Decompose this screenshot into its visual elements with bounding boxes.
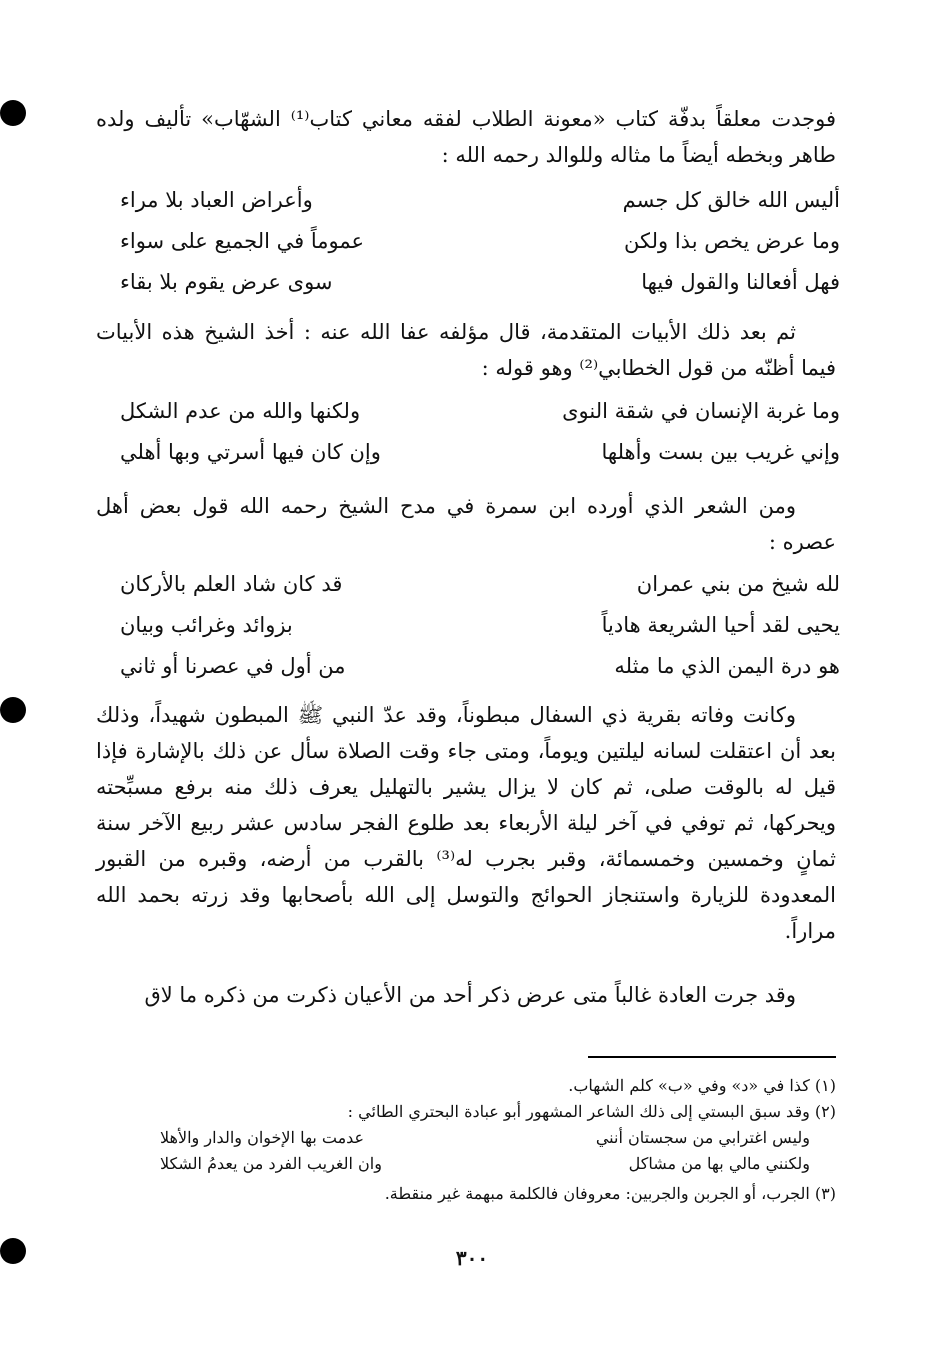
second-hemistich: بزوائد وغرائب وبيان — [120, 613, 293, 637]
verse-line — [120, 654, 840, 695]
second-hemistich: وان الغريب الفرد من يعدمُ الشكلا — [160, 1154, 382, 1173]
binding-hole — [0, 697, 26, 723]
second-hemistich: سوى عرض يقوم بلا بقاء — [120, 270, 333, 294]
second-hemistich: وإن كان فيها أسرتي وبها أهلي — [120, 440, 381, 464]
verse-line — [120, 613, 840, 654]
first-hemistich: ولكنني مالي بها من مشاكل — [628, 1154, 810, 1173]
verse-line — [120, 188, 840, 229]
paragraph: ومن الشعر الذي أورده ابن سمرة في مدح الشيخ رحمه الله قول بعض أهل عصره : — [96, 494, 836, 554]
verse-line — [160, 1128, 810, 1154]
verse-line — [120, 229, 840, 270]
verse-line — [120, 399, 840, 440]
verse-line — [120, 440, 840, 481]
paragraph: فوجدت معلقاً بدفّة كتاب «معونة الطلاب لفقه معاني كتاب⁽¹⁾ الشهّاب» تأليف ولده طاهر وبخطه أيضاً ما مثاله وللوالد رحمه الله : — [96, 107, 836, 167]
second-hemistich: ولكنها والله من عدم الشكل — [120, 399, 361, 423]
poem-block — [120, 399, 840, 481]
first-hemistich: لله شيخ من بني عمران — [636, 572, 840, 596]
second-hemistich: عموماً في الجميع على سواء — [120, 229, 364, 253]
second-hemistich: من أول في عصرنا أو ثاني — [120, 654, 346, 678]
page-number: ٣٠٠ — [455, 1246, 489, 1270]
first-hemistich: وما غربة الإنسان في شقة النوى — [562, 399, 840, 423]
poem-block — [120, 572, 840, 695]
first-hemistich: أليس الله خالق كل جسم — [622, 188, 840, 212]
footnote — [140, 1073, 836, 1125]
first-hemistich: وإني غريب بين بست وأهلها — [601, 440, 840, 464]
footnote-separator — [588, 1056, 836, 1058]
poem-block — [120, 188, 840, 311]
footnote-2: (٢) وقد سبق البستي إلى ذلك الشاعر المشهور أبو عبادة البحتري الطائي : — [347, 1102, 836, 1121]
first-hemistich: فهل أفعالنا والقول فيها — [641, 270, 840, 294]
first-hemistich: وما عرض يخص بذا ولكن — [624, 229, 840, 253]
paragraph: وقد جرت العادة غالباً متى عرض ذكر أحد من الأعيان ذكرت من ذكره ما لاق — [144, 983, 796, 1007]
footnote-1: (١) كذا في «د» وفي «ب» كلم الشهاب. — [568, 1076, 836, 1095]
footnote-poem — [160, 1128, 810, 1180]
paragraph: وكانت وفاته بقرية ذي السفال مبطوناً، وقد عدّ النبي ﷺ المبطون شهيداً، وذلك بعد أن اعتقلت لسانه ليلتين ويوماً، ومتى جاء وقت الصلاة سأل عن ذلك بالإشارة فإذا قيل له بالوقت صلى، ثم كان لا يزال يشير بالتهليل يعرف ذلك منه برفع مسبِّحته ويحركها، ثم توفي في آخر ليلة الأربعاء بعد طلوع الفجر سادس عشر ربيع الآخر سنة ثمانٍ وخمسين وخمسمائة، وقبر بجرب له⁽³⁾ بالقرب من أرضه، وقبره من القبور المعدودة للزيارة واستنجاز الحوائج والتوسل إلى الله بأصحابها وقد زرته بحمد الله مراراً. — [96, 703, 836, 943]
binding-hole — [0, 100, 26, 126]
verse-line — [120, 572, 840, 613]
verse-line — [120, 270, 840, 311]
first-hemistich: وليس اغترابي من سجستان أنني — [595, 1128, 810, 1147]
footnote — [140, 1181, 836, 1207]
first-hemistich: هو درة اليمن الذي ما مثله — [614, 654, 840, 678]
second-hemistich: قد كان شاد العلم بالأركان — [120, 572, 343, 596]
second-hemistich: عدمت بها الإخوان والدار والأهلا — [160, 1128, 365, 1147]
paragraph: ثم بعد ذلك الأبيات المتقدمة، قال مؤلفه عفا الله عنه : أخذ الشيخ هذه الأبيات فيما أظنّه من قول الخطابي⁽²⁾ وهو قوله : — [96, 320, 836, 380]
footnote-3: (٣) الجرب، أو الجربن والجربين: معروفان فالكلمة مبهمة غير منقطة. — [384, 1184, 836, 1203]
first-hemistich: يحيى لقد أحيا الشريعة هادياً — [601, 613, 840, 637]
second-hemistich: وأعراض العباد بلا مراء — [120, 188, 313, 212]
verse-line — [160, 1154, 810, 1180]
